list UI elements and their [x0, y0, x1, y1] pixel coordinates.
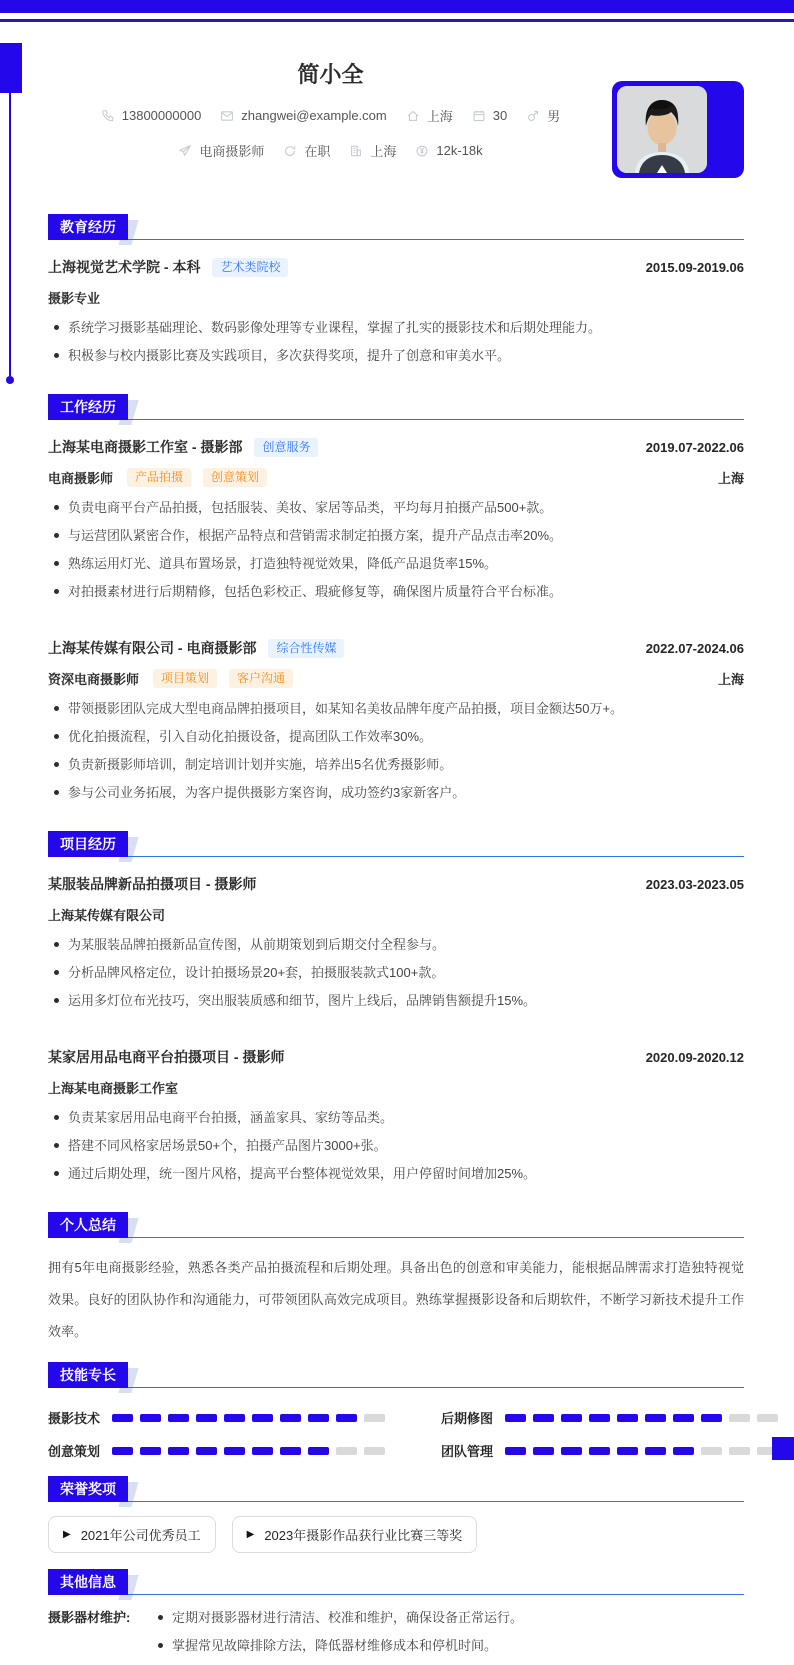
contact-city	[349, 141, 396, 160]
other-label: 摄影器材维护:	[48, 1610, 131, 1625]
bullet: 通过后期处理，统一图片风格，提高平台整体视觉效果，用户停留时间增加25%。	[48, 1165, 744, 1182]
city-icon	[349, 144, 363, 158]
skill-label: 创意策划	[48, 1444, 101, 1459]
contact-position	[178, 141, 264, 160]
contact-phone-value: 13800000000	[121, 108, 202, 123]
contact-position-value: 电商摄影师	[199, 144, 265, 159]
role-tag: 客户沟通	[229, 669, 293, 688]
work-date: 2022.07-2024.06	[645, 640, 744, 656]
skill-label: 摄影技术	[48, 1411, 101, 1426]
section-summary-header	[48, 1212, 744, 1238]
header-identity	[48, 60, 613, 160]
education-date: 2015.09-2019.06	[645, 259, 744, 275]
phone-icon	[101, 109, 115, 123]
skill-label: 后期修图	[441, 1411, 494, 1426]
bullet: 优化拍摄流程，引入自动化拍摄设备，提高团队工作效率30%。	[48, 728, 744, 745]
section-skills-title: 技能专长	[48, 1362, 128, 1388]
project-company-row	[48, 1078, 744, 1097]
section-skills	[48, 1362, 744, 1460]
bullet: 掌握常见故障排除方法，降低器材维修成本和停机时间。	[152, 1637, 744, 1654]
project-name: 某服装品牌新品拍摄项目 - 摄影师	[48, 876, 257, 892]
bullet: 负责某家居用品电商平台拍摄，涵盖家具、家纺等品类。	[48, 1109, 744, 1126]
skill-label: 团队管理	[441, 1444, 494, 1459]
company-tag: 创意服务	[254, 438, 318, 457]
status-icon	[283, 144, 297, 158]
summary-text: 拥有5年电商摄影经验，熟悉各类产品拍摄流程和后期处理。具备出色的创意和审美能力，能根据品牌需求打造独特视觉效果。良好的团队协作和沟通能力，可带领团队高效完成项目。熟练掌握摄影设备和后期软件，不断学习新技术提升工作效率。	[48, 1260, 744, 1339]
bullet: 负责电商平台产品拍摄，包括服装、美妆、家居等品类，平均每月拍摄产品500+款。	[48, 499, 744, 516]
bullet: 为某服装品牌拍摄新品宣传图，从前期策划到后期交付全程参与。	[48, 936, 744, 953]
role-tag: 项目策划	[153, 669, 217, 688]
work-bullets	[48, 499, 744, 600]
section-education-title: 教育经历	[48, 214, 128, 240]
contact-home	[406, 106, 453, 125]
contact-city-value: 上海	[370, 144, 397, 159]
project-name: 某家居用品电商平台拍摄项目 - 摄影师	[48, 1049, 285, 1065]
job-title: 电商摄影师	[48, 471, 114, 486]
honor-badge	[232, 1516, 478, 1553]
work-entry-header	[48, 437, 744, 457]
bullet: 积极参与校内摄影比赛及实践项目，多次获得奖项，提升了创意和审美水平。	[48, 347, 744, 364]
contact-salary-value: 12k-18k	[436, 143, 483, 158]
contact-gender-value: 男	[547, 109, 561, 124]
skill-item	[48, 1408, 385, 1427]
contact-age	[472, 108, 507, 123]
contact-salary	[415, 143, 482, 158]
section-honors	[48, 1476, 744, 1553]
education-bullets	[48, 319, 744, 364]
section-other	[48, 1569, 744, 1665]
bullet: 系统学习摄影基础理论、数码影像处理等专业课程，掌握了扎实的摄影技术和后期处理能力。	[48, 319, 744, 336]
section-work	[48, 394, 744, 801]
skill-level-bar	[505, 1414, 778, 1422]
contact-home-value: 上海	[426, 109, 453, 124]
left-accent-rect	[0, 43, 22, 93]
skill-item	[48, 1441, 385, 1460]
bottom-right-accent-square	[772, 1437, 794, 1460]
bullet: 搭建不同风格家居场景50+个，拍摄产品图片3000+张。	[48, 1137, 744, 1154]
section-honors-title: 荣誉奖项	[48, 1476, 128, 1502]
home-icon	[406, 109, 420, 123]
honor-badge	[48, 1516, 216, 1553]
work-bullets	[48, 700, 744, 801]
project-entry-header	[48, 874, 744, 894]
section-education-header	[48, 214, 744, 240]
skill-level-bar	[112, 1414, 385, 1422]
project-date: 2023.03-2023.05	[645, 876, 744, 892]
honor-text: 2023年摄影作品获行业比赛三等奖	[264, 1528, 463, 1543]
honor-badges	[48, 1516, 744, 1553]
contact-status	[283, 141, 330, 160]
honor-text: 2021年公司优秀员工	[80, 1528, 201, 1543]
bullet: 熟练运用灯光、道具布置场景，打造独特视觉效果，降低产品退货率15%。	[48, 555, 744, 572]
project-company-row	[48, 905, 744, 924]
bullet: 参与公司业务拓展，为客户提供摄影方案咨询，成功签约3家新客户。	[48, 784, 744, 801]
play-icon: ▶	[63, 1528, 71, 1540]
position-icon	[178, 144, 192, 158]
age-icon	[472, 109, 486, 123]
school-tag: 艺术类院校	[212, 258, 288, 277]
project-company: 上海某电商摄影工作室	[48, 1081, 179, 1096]
section-summary-title: 个人总结	[48, 1212, 128, 1238]
section-education	[48, 214, 744, 364]
play-icon: ▶	[246, 1528, 255, 1540]
company-name: 上海某电商摄影工作室 - 摄影部	[48, 439, 243, 455]
work-date: 2019.07-2022.06	[645, 439, 744, 455]
contact-row-1	[48, 106, 613, 125]
contact-status-value: 在职	[304, 144, 331, 159]
top-accent-bar	[0, 0, 794, 13]
contact-email	[220, 108, 386, 123]
skills-grid	[48, 1408, 744, 1460]
project-entry-header	[48, 1047, 744, 1067]
bullet: 带领摄影团队完成大型电商品牌拍摄项目，如某知名美妆品牌年度产品拍摄，项目金额达50万+。	[48, 700, 744, 717]
section-summary	[48, 1212, 744, 1348]
work-location: 上海	[717, 471, 744, 486]
project-bullets	[48, 1109, 744, 1182]
school-name: 上海视觉艺术学院 - 本科	[48, 259, 201, 275]
salary-icon	[415, 144, 429, 158]
company-name: 上海某传媒有限公司 - 电商摄影部	[48, 640, 257, 656]
major: 摄影专业	[48, 291, 101, 306]
skill-level-bar	[112, 1447, 385, 1455]
avatar	[617, 86, 707, 173]
section-work-header	[48, 394, 744, 420]
contact-phone	[101, 108, 202, 123]
section-other-header	[48, 1569, 744, 1595]
section-other-title: 其他信息	[48, 1569, 128, 1595]
section-projects	[48, 831, 744, 1182]
other-info-row	[48, 1609, 744, 1665]
skill-item	[441, 1408, 778, 1427]
role-tag: 创意策划	[203, 468, 267, 487]
project-date: 2020.09-2020.12	[645, 1049, 744, 1065]
left-accent-line	[9, 93, 11, 376]
bullet: 分析品牌风格定位，设计拍摄场景20+套，拍摄服装款式100+款。	[48, 964, 744, 981]
bullet: 对拍摄素材进行后期精修，包括色彩校正、瑕疵修复等，确保图片质量符合平台标准。	[48, 583, 744, 600]
contact-age-value: 30	[492, 108, 508, 123]
education-major-row	[48, 288, 744, 307]
work-entry-header	[48, 638, 744, 658]
bullet: 定期对摄影器材进行清洁、校准和维护，确保设备正常运行。	[152, 1609, 744, 1626]
skill-level-bar	[505, 1447, 778, 1455]
photo-frame	[612, 81, 744, 178]
contact-row-2	[48, 141, 613, 160]
project-company: 上海某传媒有限公司	[48, 908, 166, 923]
education-entry-header	[48, 257, 744, 277]
project-bullets	[48, 936, 744, 1009]
section-honors-header	[48, 1476, 744, 1502]
role-tag: 产品拍摄	[127, 468, 191, 487]
candidate-name: 简小全	[297, 62, 364, 87]
work-location: 上海	[717, 672, 744, 687]
bullet: 运用多灯位布光技巧，突出服装质感和细节，图片上线后，品牌销售额提升15%。	[48, 992, 744, 1009]
top-accent-line	[0, 19, 794, 22]
email-icon	[220, 109, 234, 123]
work-role-row	[48, 669, 744, 688]
gender-icon	[526, 109, 540, 123]
bullet: 与运营团队紧密合作，根据产品特点和营销需求制定拍摄方案，提升产品点击率20%。	[48, 527, 744, 544]
section-skills-header	[48, 1362, 744, 1388]
section-projects-title: 项目经历	[48, 831, 128, 857]
job-title: 资深电商摄影师	[48, 672, 140, 687]
other-bullets	[152, 1609, 744, 1665]
resume-header	[48, 60, 744, 180]
section-projects-header	[48, 831, 744, 857]
contact-gender	[526, 106, 560, 125]
section-work-title: 工作经历	[48, 394, 128, 420]
work-role-row	[48, 468, 744, 487]
bullet: 负责新摄影师培训，制定培训计划并实施，培养出5名优秀摄影师。	[48, 756, 744, 773]
contact-email-value: zhangwei@example.com	[241, 108, 387, 123]
skill-item	[441, 1441, 778, 1460]
company-tag: 综合性传媒	[268, 639, 344, 658]
